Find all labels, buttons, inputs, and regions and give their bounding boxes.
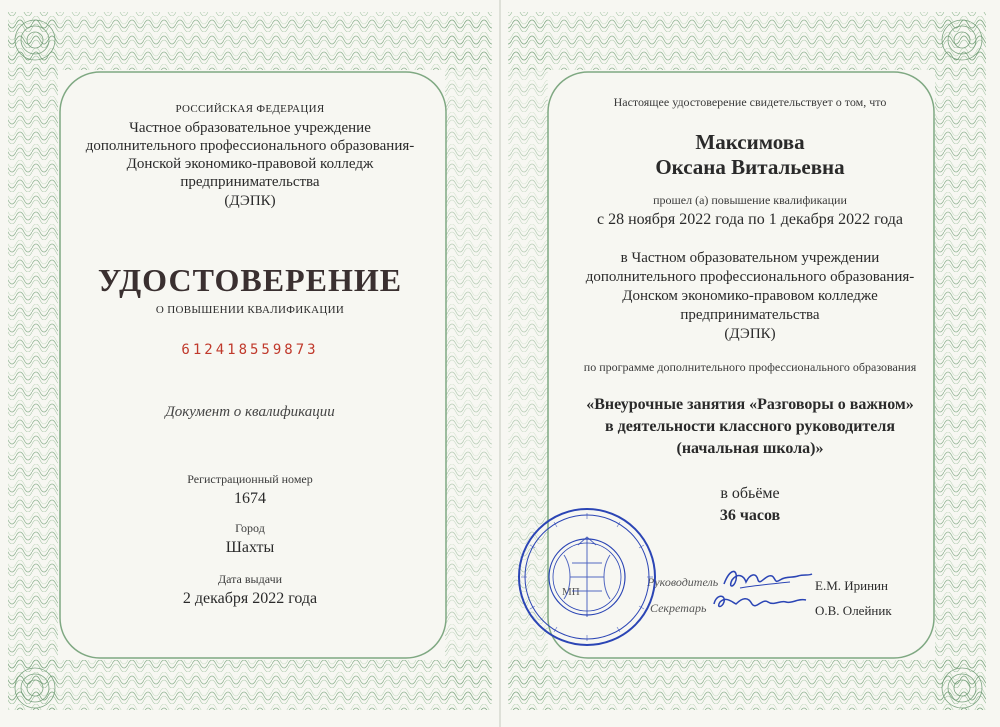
reg-number-label: Регистрационный номер bbox=[187, 472, 313, 486]
org-line-2: дополнительного профессионального образования- bbox=[85, 138, 415, 154]
secretary-label: Секретарь bbox=[650, 601, 707, 615]
program-line-1: «Внеурочные занятия «Разговоры о важном» bbox=[586, 396, 914, 413]
training-period: с 28 ноября 2022 года по 1 декабря 2022 года bbox=[596, 211, 904, 228]
issue-date-label: Дата выдачи bbox=[217, 572, 283, 586]
holder-surname: Максимова bbox=[695, 130, 805, 154]
signature-secretary bbox=[710, 588, 810, 618]
seal-mark: МП bbox=[562, 586, 580, 598]
volume-value: 36 часов bbox=[719, 507, 781, 524]
institution-line-5: (ДЭПК) bbox=[724, 326, 776, 342]
serial-number: 612418559873 bbox=[181, 342, 319, 358]
completion-text: прошел (а) повышение квалификации bbox=[653, 193, 847, 207]
program-intro: по программе дополнительного профессионального образования bbox=[583, 360, 917, 374]
institution-line-4: предпринимательства bbox=[680, 307, 820, 323]
intro-text: Настоящее удостоверение свидетельствует о том, что bbox=[613, 95, 887, 109]
city-label: Город bbox=[235, 521, 265, 535]
head-label: Руководитель bbox=[647, 575, 719, 589]
issue-date-value: 2 декабря 2022 года bbox=[182, 590, 318, 607]
program-line-3: (начальная школа)» bbox=[676, 440, 824, 457]
org-line-5: (ДЭПК) bbox=[224, 193, 276, 209]
country-label: РОССИЙСКАЯ ФЕДЕРАЦИЯ bbox=[175, 103, 325, 115]
org-line-4: предпринимательства bbox=[180, 174, 320, 190]
document-type: Документ о квалификации bbox=[165, 404, 335, 420]
program-line-2: в деятельности классного руководителя bbox=[604, 418, 896, 435]
institution-line-2: дополнительного профессионального образования- bbox=[585, 269, 915, 285]
volume-label: в обьёме bbox=[720, 485, 780, 502]
reg-number-value: 1674 bbox=[234, 490, 266, 507]
org-line-1: Частное образовательное учреждение bbox=[129, 120, 371, 136]
secretary-name: О.В. Олейник bbox=[815, 603, 892, 618]
holder-given-names: Оксана Витальевна bbox=[655, 155, 845, 179]
official-seal bbox=[512, 505, 662, 650]
document-subtitle: О ПОВЫШЕНИИ КВАЛИФИКАЦИИ bbox=[155, 304, 345, 316]
org-line-3: Донской экономико-правовой колледж bbox=[126, 156, 374, 172]
document-title: УДОСТОВЕРЕНИЕ bbox=[97, 262, 403, 298]
institution-line-3: Донском экономико-правовом колледже bbox=[622, 288, 878, 304]
head-name: Е.М. Иринин bbox=[815, 578, 888, 593]
institution-line-1: в Частном образовательном учреждении bbox=[620, 250, 880, 266]
city-value: Шахты bbox=[225, 539, 275, 556]
